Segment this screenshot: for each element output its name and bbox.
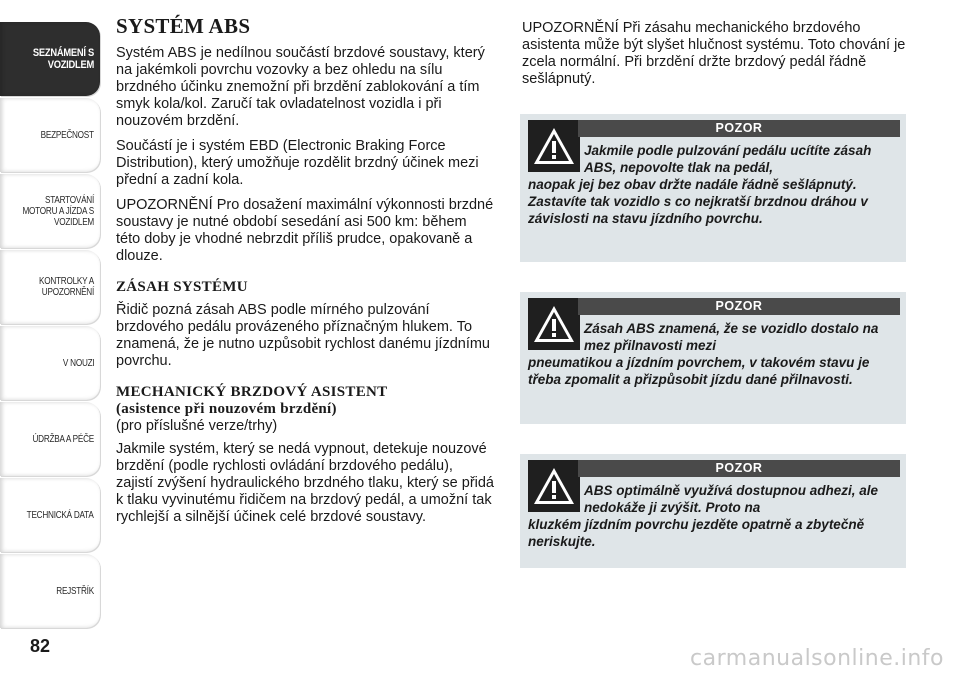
paragraph: Součástí je i systém EBD (Electronic Braking Force Distribution), který umožňuje rozdělit brzdný účinek mezi přední a zadní kola. <box>116 138 479 188</box>
tab-label: TECHNICKÁ DATA <box>27 509 94 521</box>
tab-bezpecnost[interactable] <box>0 98 100 172</box>
tab-label: V NOUZI <box>62 357 94 369</box>
paragraph: Řidič pozná zásah ABS podle mírného pulzování brzdového pedálu provázeného příznačným hlukem. To znamená, že je nutno uzpůsobit rychlost danému jízdnímu povrchu. <box>116 302 490 369</box>
warning-box <box>520 114 906 262</box>
tab-label: ÚDRŽBA A PÉČE <box>32 433 94 445</box>
tab-label: SEZNÁMENÍ S VOZIDLEM <box>32 47 94 71</box>
tab-seznameni-s-vozidlem[interactable] <box>0 22 100 96</box>
tab-label: STARTOVÁNÍ MOTORU A JÍZDA S VOZIDLEM <box>22 194 94 228</box>
watermark: carmanualsonline.info <box>690 646 944 671</box>
warning-text-rest: naopak jej bez obav držte nadále řádně sešlápnutý. Zastavíte tak vozidlo s co nejkratší brzdnou dráhou v závislosti na stavu jízdního povrchu. <box>528 177 868 226</box>
page-number: 82 <box>30 636 51 656</box>
right-column <box>522 20 906 88</box>
warning-heading: POZOR <box>578 298 900 315</box>
tab-v-nouzi[interactable] <box>0 326 100 400</box>
warning-triangle-icon <box>528 460 580 512</box>
paragraph: UPOZORNĚNÍ Při zásahu mechanického brzdového asistenta může být slyšet hlučnost systému. Toto chování je zcela normální. Při brzdění držte brzdový pedál řádně sešlápnutý. <box>522 20 906 87</box>
paragraph: Jakmile systém, který se nedá vypnout, detekuje nouzové brzdění (podle rychlosti ovládání brzdového pedálu), zajistí zvýšení hydraulického brzdného tlaku, který se přidá k tlaku vyvinutému řidičem na brzdový pedál, a umožní tak rychlejší a silnější účinek celé brzdové soustavy. <box>116 441 494 525</box>
subsection-title: MECHANICKÝ BRZDOVÝ ASISTENT <box>116 384 388 400</box>
tab-kontrolky[interactable] <box>0 250 100 324</box>
tab-label: BEZPEČNOST <box>40 129 94 141</box>
left-column <box>116 14 494 534</box>
tab-udrzba[interactable] <box>0 402 100 476</box>
tab-technicka-data[interactable] <box>0 478 100 552</box>
warning-triangle-icon <box>528 298 580 350</box>
subsection-subtitle: (asistence při nouzovém brzdění) <box>116 401 337 417</box>
warning-text-first: ABS optimálně využívá dostupnou adhezi, ale nedokáže ji zvýšit. Proto na <box>584 483 879 515</box>
warning-heading: POZOR <box>578 120 900 137</box>
paragraph-note: (pro příslušné verze/trhy) <box>116 418 278 434</box>
warning-text-first: Jakmile podle pulzování pedálu ucítíte zásah ABS, nepovolte tlak na pedál, <box>584 143 872 175</box>
paragraph: Systém ABS je nedílnou součástí brzdové soustavy, který na jakémkoli povrchu vozovky a bez ohledu na sílu brzdného účinku znemožní při brzdění zablokování a tím smyk kola/kol. Zaručí tak ovladatelnost vozidla i při nouzovém brzdění. <box>116 45 485 129</box>
warning-box <box>520 454 906 568</box>
warning-heading: POZOR <box>578 460 900 477</box>
tab-startovani[interactable] <box>0 174 100 248</box>
tab-rejstrik[interactable] <box>0 554 100 628</box>
paragraph: UPOZORNĚNÍ Pro dosažení maximální výkonnosti brzdné soustavy je nutné období sesedání asi 500 km: během této doby je vhodné nebrzdit příliš prudce, opakovaně a dlouze. <box>116 197 494 264</box>
warning-text-rest: kluzkém jízdním povrchu jezděte opatrně a zbytečně neriskujte. <box>528 517 865 549</box>
section-title: SYSTÉM ABS <box>116 14 251 38</box>
tab-label: KONTROLKY A UPOZORNĚNÍ <box>38 276 94 298</box>
warning-text-rest: pneumatikou a jízdním povrchem, v takovém stavu je třeba zpomalit a přizpůsobit jízdu dané přilnavosti. <box>528 355 870 387</box>
warning-triangle-icon <box>528 120 580 172</box>
tab-label: REJSTŘÍK <box>56 585 94 597</box>
subsection-title: ZÁSAH SYSTÉMU <box>116 279 248 295</box>
warning-text-first: Zásah ABS znamená, že se vozidlo dostalo na mez přilnavosti mezi <box>584 321 879 353</box>
warning-box <box>520 292 906 424</box>
